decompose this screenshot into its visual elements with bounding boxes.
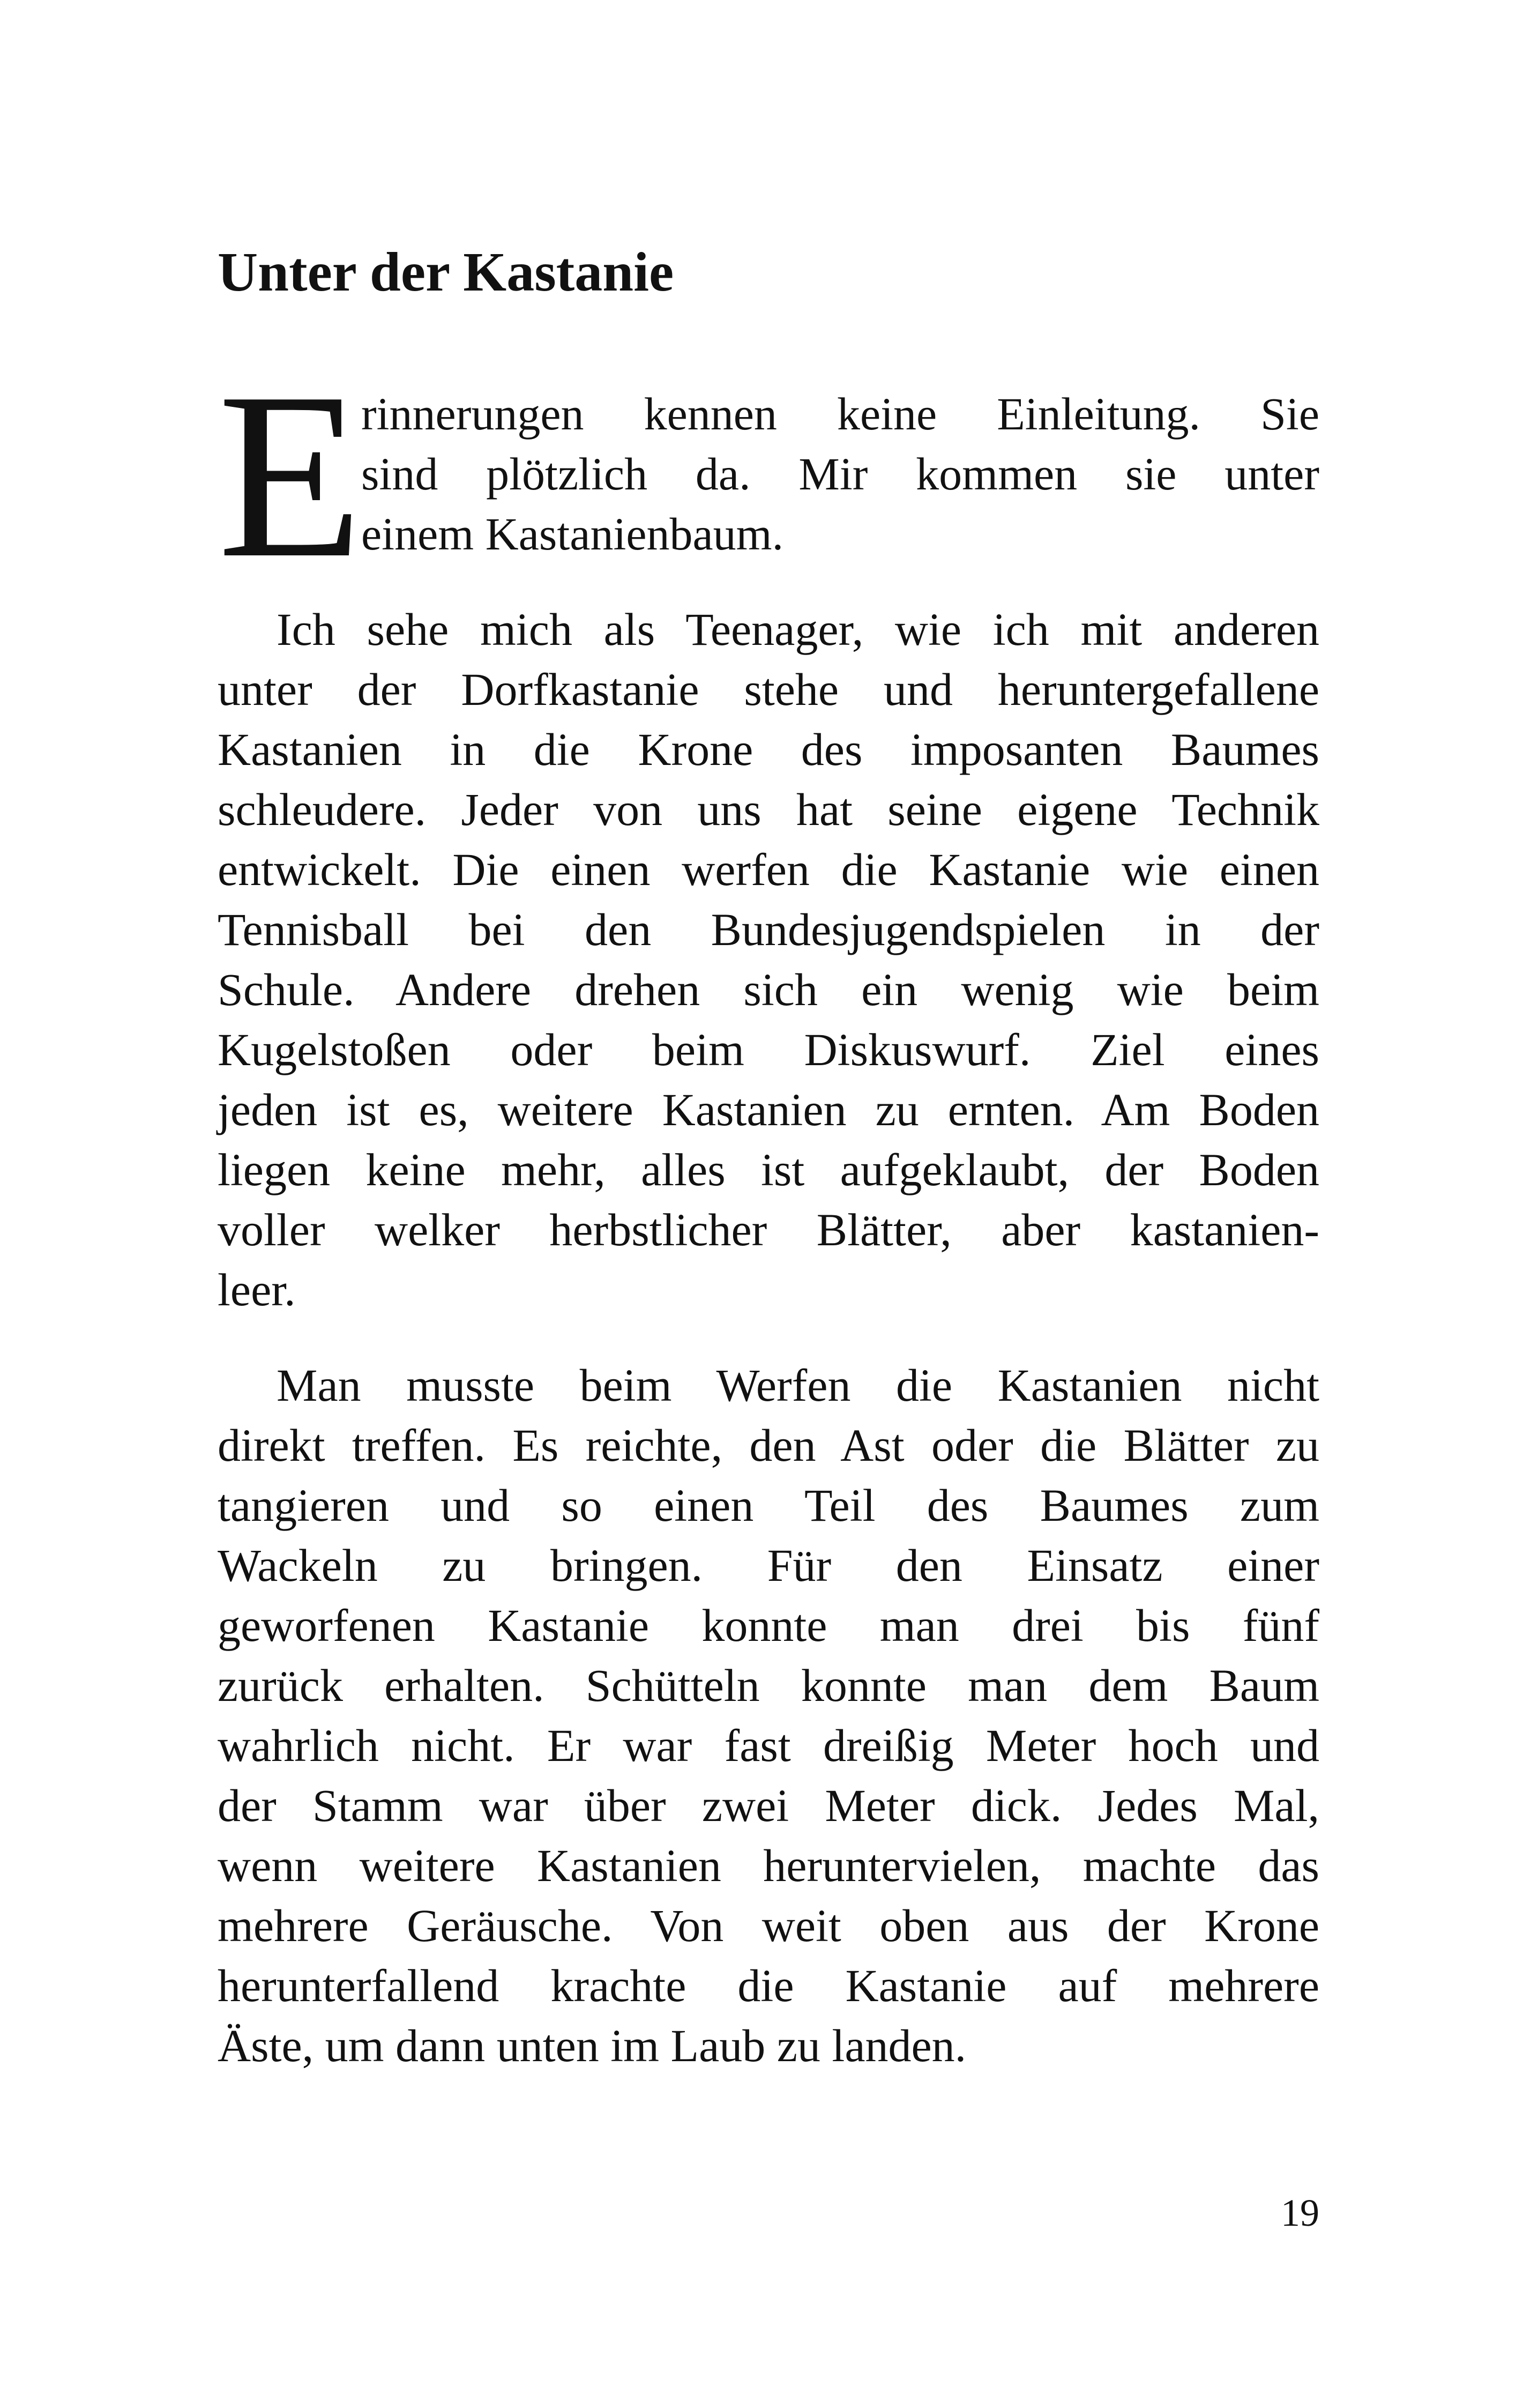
drop-cap-initial: E: [218, 344, 363, 607]
paragraph-2-line: voller welker herbstlicher Blätter, aber kastanien-: [218, 1204, 1319, 1255]
paragraph-2-line: Kugelstoßen oder beim Diskuswurf. Ziel eines: [218, 1024, 1319, 1075]
paragraph-2-line: jeden ist es, weitere Kastanien zu ernten. Am Boden: [218, 1084, 1319, 1135]
paragraph-2-line: Schule. Andere drehen sich ein wenig wie beim: [218, 964, 1319, 1015]
paragraph-2-line: unter der Dorfkastanie stehe und heruntergefallene: [218, 664, 1319, 715]
paragraph-1-line: sind plötzlich da. Mir kommen sie unter: [361, 448, 1319, 500]
chapter-title: Unter der Kastanie: [218, 241, 674, 303]
page-number: 19: [1281, 2191, 1319, 2234]
paragraph-1-line: rinnerungen kennen keine Einleitung. Sie: [361, 388, 1319, 440]
paragraph-1-line: einem Kastanienbaum.: [361, 508, 784, 560]
paragraph-2-line: liegen keine mehr, alles ist aufgeklaubt, der Boden: [218, 1144, 1319, 1195]
paragraph-3-line: direkt treffen. Es reichte, den Ast oder die Blätter zu: [218, 1419, 1319, 1471]
paragraph-3-line: Äste, um dann unten im Laub zu landen.: [218, 2020, 967, 2071]
book-page: [218, 0, 1319, 2408]
paragraph-3-line: herunterfallend krachte die Kastanie auf mehrere: [218, 1960, 1319, 2011]
paragraph-2-line: entwickelt. Die einen werfen die Kastanie wie einen: [218, 844, 1319, 895]
paragraph-3-line: zurück erhalten. Schütteln konnte man dem Baum: [218, 1660, 1319, 1711]
paragraph-3-line: tangieren und so einen Teil des Baumes zum: [218, 1480, 1319, 1531]
paragraph-3-line: wahrlich nicht. Er war fast dreißig Meter hoch und: [218, 1720, 1319, 1771]
paragraph-2-line: Ich sehe mich als Teenager, wie ich mit anderen: [277, 604, 1319, 655]
paragraph-2-line: schleudere. Jeder von uns hat seine eigene Technik: [218, 784, 1319, 835]
paragraph-3-line: Wackeln zu bringen. Für den Einsatz einer: [218, 1540, 1319, 1591]
paragraph-3-line: wenn weitere Kastanien heruntervielen, machte das: [218, 1840, 1319, 1891]
paragraph-3-line: der Stamm war über zwei Meter dick. Jedes Mal,: [218, 1780, 1319, 1831]
paragraph-2-line: Kastanien in die Krone des imposanten Baumes: [218, 724, 1319, 775]
paragraph-3-line: mehrere Geräusche. Von weit oben aus der Krone: [218, 1900, 1319, 1951]
paragraph-3-line: Man musste beim Werfen die Kastanien nicht: [277, 1359, 1319, 1411]
paragraph-2-line: leer.: [218, 1264, 296, 1316]
paragraph-3-line: geworfenen Kastanie konnte man drei bis fünf: [218, 1600, 1319, 1651]
paragraph-2-line: Tennisball bei den Bundesjugendspielen in der: [218, 904, 1319, 955]
